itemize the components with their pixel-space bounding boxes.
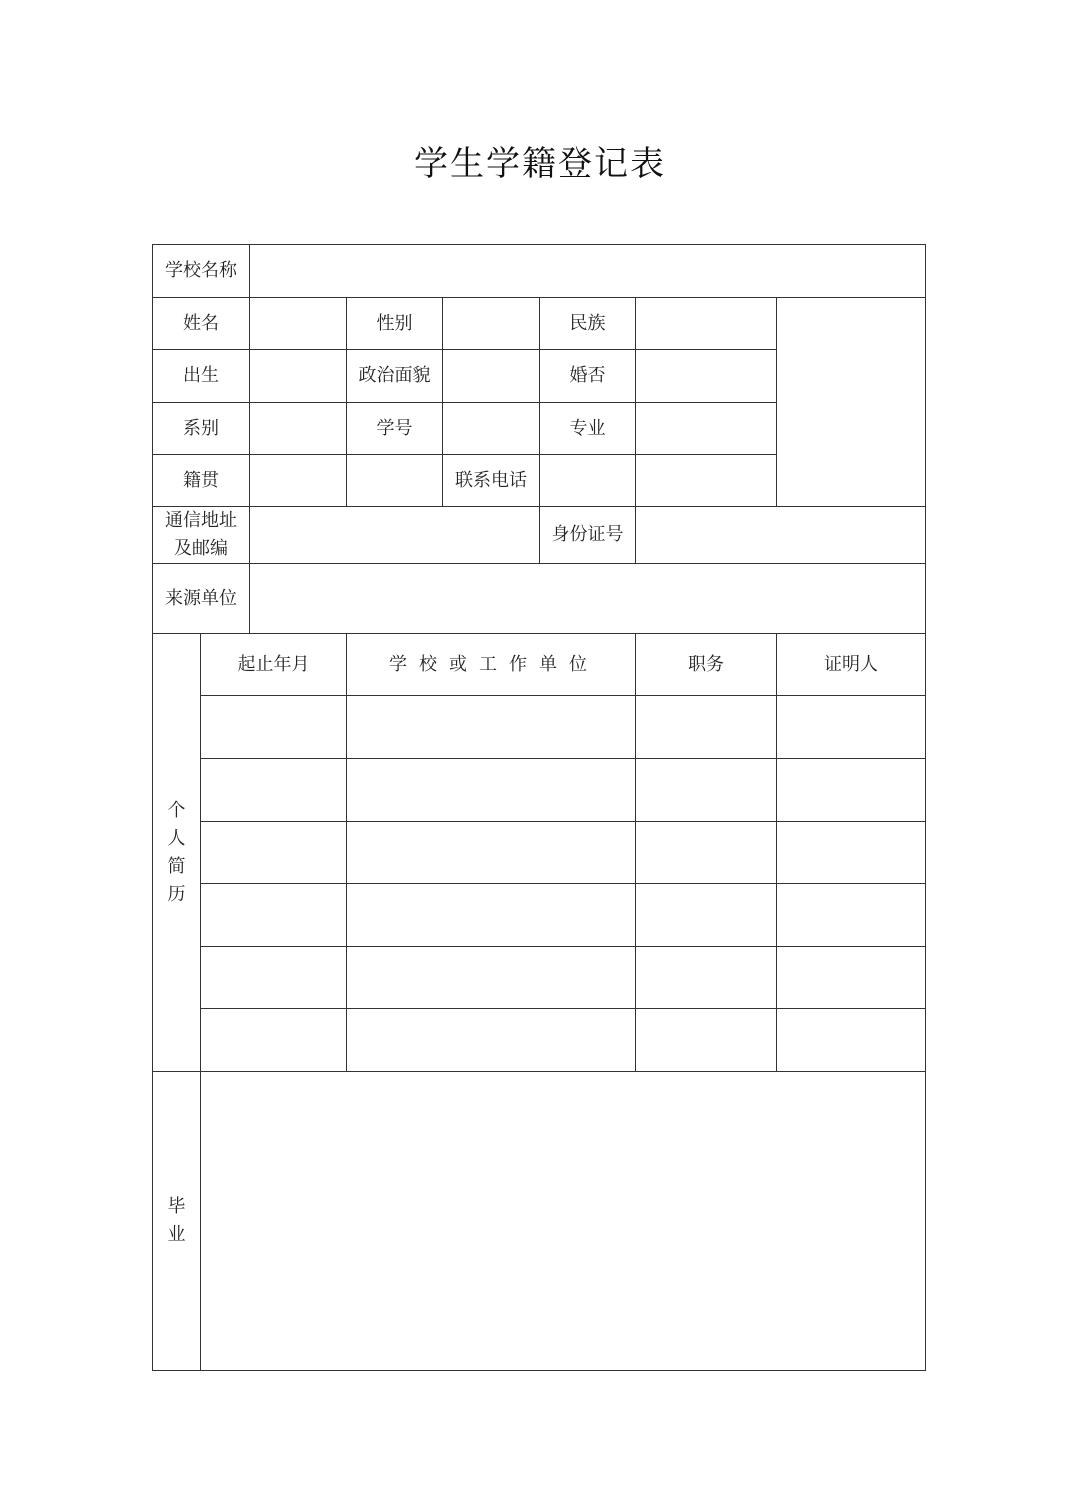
resume-row-1-position[interactable] <box>635 695 777 759</box>
birth-label: 出生 <box>152 349 250 403</box>
marital-status-label: 婚否 <box>539 349 636 403</box>
resume-row-4-position[interactable] <box>635 883 777 947</box>
resume-row-3-position[interactable] <box>635 821 777 884</box>
resume-row-3-period[interactable] <box>200 821 347 884</box>
source-unit-label: 来源单位 <box>152 563 250 634</box>
id-card-label: 身份证号 <box>539 506 636 564</box>
native-place-field-extra[interactable] <box>346 454 443 507</box>
resume-row-1-witness[interactable] <box>776 695 926 759</box>
student-id-label: 学号 <box>346 402 443 455</box>
resume-row-1-unit[interactable] <box>346 695 636 759</box>
address-label-line1: 通信地址 <box>165 510 237 531</box>
resume-header-period: 起止年月 <box>200 633 347 696</box>
resume-row-3-witness[interactable] <box>776 821 926 884</box>
id-card-field[interactable] <box>635 506 926 564</box>
source-unit-field[interactable] <box>249 563 926 634</box>
ethnicity-label: 民族 <box>539 297 636 350</box>
resume-row-2-unit[interactable] <box>346 758 636 822</box>
marital-status-field[interactable] <box>635 349 777 403</box>
department-label: 系别 <box>152 402 250 455</box>
resume-row-5-witness[interactable] <box>776 946 926 1009</box>
resume-section-label <box>152 633 201 1072</box>
resume-row-6-position[interactable] <box>635 1008 777 1072</box>
phone-field-extra[interactable] <box>635 454 777 507</box>
page-title: 学生学籍登记表 <box>414 144 666 184</box>
native-place-label: 籍贯 <box>152 454 250 507</box>
major-field[interactable] <box>635 402 777 455</box>
resume-row-2-period[interactable] <box>200 758 347 822</box>
graduation-char: 毕 <box>167 1196 186 1217</box>
gender-field[interactable] <box>442 297 540 350</box>
name-field[interactable] <box>249 297 347 350</box>
resume-header-school-or-work: 学校或工作单位 <box>346 633 636 696</box>
department-field[interactable] <box>249 402 347 455</box>
name-label: 姓名 <box>152 297 250 350</box>
student-id-field[interactable] <box>442 402 540 455</box>
resume-header-position: 职务 <box>635 633 777 696</box>
phone-field[interactable] <box>539 454 636 507</box>
resume-row-6-period[interactable] <box>200 1008 347 1072</box>
graduation-char: 业 <box>167 1224 186 1245</box>
resume-row-4-witness[interactable] <box>776 883 926 947</box>
phone-label: 联系电话 <box>442 454 540 507</box>
gender-label: 性别 <box>346 297 443 350</box>
school-name-field[interactable] <box>249 244 926 298</box>
resume-row-6-unit[interactable] <box>346 1008 636 1072</box>
major-label: 专业 <box>539 402 636 455</box>
graduation-field[interactable] <box>200 1071 926 1371</box>
resume-char: 人 <box>167 827 186 849</box>
resume-row-2-witness[interactable] <box>776 758 926 822</box>
resume-char: 历 <box>167 883 186 905</box>
address-label <box>152 506 250 564</box>
resume-header-witness: 证明人 <box>776 633 926 696</box>
graduation-section-label <box>152 1071 201 1371</box>
resume-char: 简 <box>167 855 186 877</box>
address-field[interactable] <box>249 506 540 564</box>
school-name-label: 学校名称 <box>152 244 250 298</box>
resume-row-5-unit[interactable] <box>346 946 636 1009</box>
resume-row-4-unit[interactable] <box>346 883 636 947</box>
political-status-label: 政治面貌 <box>346 349 443 403</box>
resume-row-5-period[interactable] <box>200 946 347 1009</box>
resume-row-5-position[interactable] <box>635 946 777 1009</box>
native-place-field[interactable] <box>249 454 347 507</box>
resume-row-1-period[interactable] <box>200 695 347 759</box>
political-status-field[interactable] <box>442 349 540 403</box>
birth-field[interactable] <box>249 349 347 403</box>
address-label-line2: 及邮编 <box>174 538 228 559</box>
ethnicity-field[interactable] <box>635 297 777 350</box>
photo-box[interactable] <box>776 297 926 507</box>
resume-row-3-unit[interactable] <box>346 821 636 884</box>
resume-row-4-period[interactable] <box>200 883 347 947</box>
resume-row-6-witness[interactable] <box>776 1008 926 1072</box>
resume-row-2-position[interactable] <box>635 758 777 822</box>
resume-char: 个 <box>167 799 186 821</box>
